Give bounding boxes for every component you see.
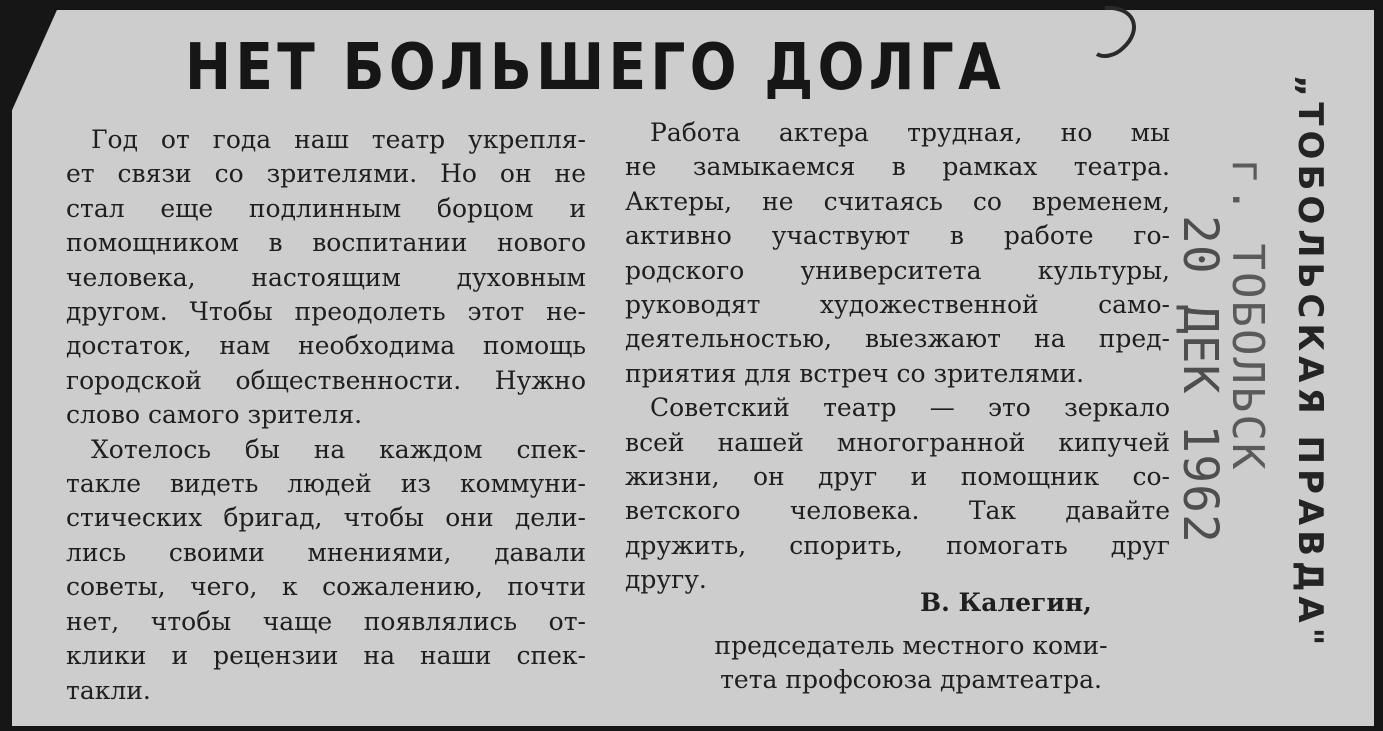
left-column [66, 123, 586, 708]
headline: НЕТ БОЛЬШЕГО ДОЛГА [185, 31, 1005, 105]
author-title-line: председатель местного коми- [714, 631, 1108, 660]
text-line: слово самого зрителя. [66, 400, 363, 430]
text-line: Год от года наш театр укрепля- [91, 125, 586, 154]
text-line: деятельностью, выезжают на пред- [625, 324, 1170, 354]
text-line: не замыкаемся в рамках театра. [625, 152, 1170, 182]
text-line: Актеры, не считаясь со временем, [625, 186, 1170, 216]
author-name: В. Калегин, [920, 588, 1092, 617]
city-stamp: г. ТОБОЛЬСК [1222, 158, 1273, 472]
right-column [625, 116, 1170, 598]
date-stamp: 20 ДЕК 1962 [1172, 215, 1228, 544]
text-line: клики и рецензии на наши спек- [66, 641, 586, 671]
text-line: советы, чего, к сожалению, почти [66, 572, 586, 602]
text-line: лись своими мнениями, давали [66, 537, 586, 567]
text-line: другу. [625, 565, 707, 595]
author-title [676, 629, 1146, 698]
text-line: такли. [66, 675, 151, 705]
text-line: приятия для встреч со зрителями. [625, 358, 1085, 388]
text-line: стических бригад, чтобы они дели- [66, 503, 586, 533]
text-line: помощником в воспитании нового [66, 228, 586, 258]
text-line: ет связи со зрителями. Но он не [66, 159, 586, 189]
text-line: стал еще подлинным борцом и [66, 193, 586, 223]
text-line: родского университета культуры, [625, 255, 1170, 285]
text-line: другом. Чтобы преодолеть этот не- [66, 297, 586, 327]
text-line: Советский театр — это зеркало [650, 393, 1170, 423]
text-line: дружить, спорить, помогать друг [625, 530, 1170, 560]
text-line: руководят художественной само- [625, 290, 1170, 320]
text-line: человека, настоящим духовным [66, 262, 586, 292]
pencil-mark-icon [1065, 0, 1155, 70]
text-line: Хотелось бы на каждом спек- [91, 434, 586, 464]
text-line: достаток, нам необходима помощь [66, 331, 586, 361]
text-line: такле видеть людей из коммуни- [66, 469, 586, 499]
text-line: ветского человека. Так давайте [625, 496, 1170, 526]
text-line: нет, чтобы чаще появлялись от- [66, 606, 586, 636]
author-title-line: тета профсоюза драмтеатра. [720, 665, 1102, 695]
text-line: городской общественности. Нужно [66, 365, 586, 395]
text-line: активно участвуют в работе го- [625, 221, 1170, 251]
text-line: Работа актера трудная, но мы [650, 118, 1170, 147]
text-line: жизни, он друг и помощник со- [625, 462, 1170, 492]
newspaper-name-stamp: „ТОБОЛЬСКАЯ ПРАВДА" [1290, 75, 1330, 651]
text-line: всей нашей многогранной кипучей [625, 427, 1170, 457]
